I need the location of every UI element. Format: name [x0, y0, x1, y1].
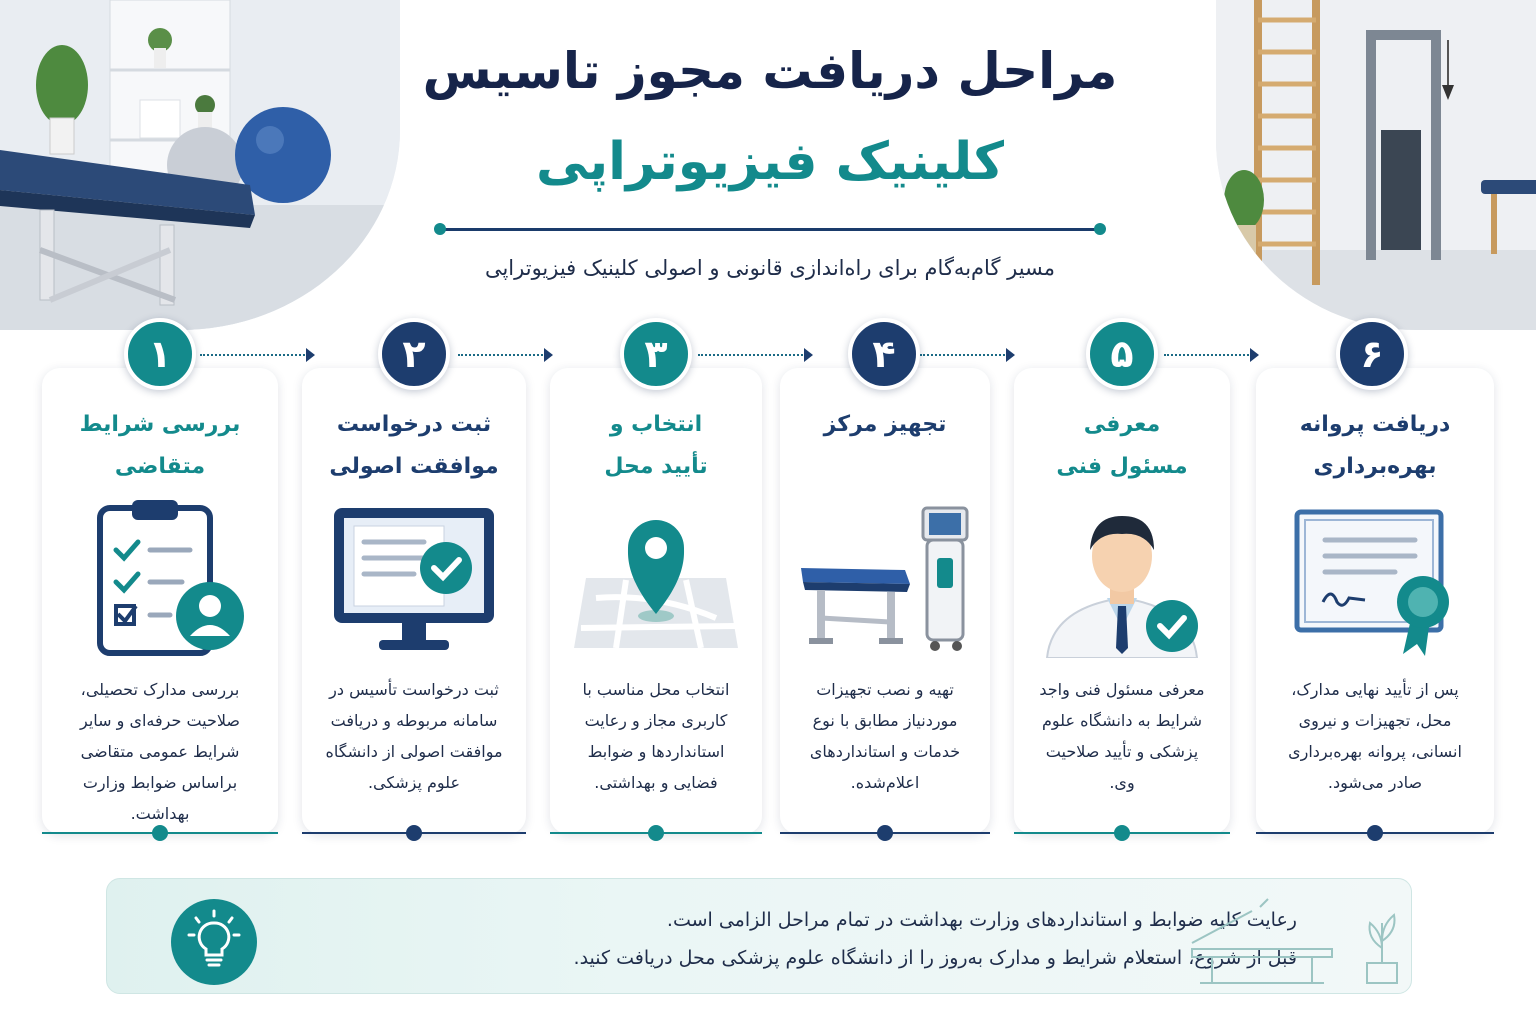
connector-4-5 [920, 354, 1008, 356]
arrow-2-3 [544, 348, 553, 362]
note-panel [106, 878, 1412, 994]
step-dot-1 [152, 825, 168, 841]
step-card-4 [780, 368, 990, 834]
connector-1-2 [200, 354, 308, 356]
step-badge-4: ۴ [848, 318, 920, 390]
step-dot-6 [1367, 825, 1383, 841]
step-card-2 [302, 368, 526, 834]
step-desc-5: معرفی مسئول فنی واجد شرایط به دانشگاه علوم پزشکی و تأیید صلاحیت وی. [1039, 680, 1205, 792]
step-title-2: ثبت درخواست موافقت اصولی [329, 412, 499, 479]
step-dot-3 [648, 825, 664, 841]
doctor-check-icon [1032, 498, 1212, 658]
step-dot-4 [877, 825, 893, 841]
map-location-pin-icon [566, 498, 746, 658]
clinic-photo-left [0, 0, 400, 330]
title-divider [440, 228, 1100, 231]
step-badge-3: ۳ [620, 318, 692, 390]
step-card-5 [1014, 368, 1230, 834]
connector-2-3 [458, 354, 546, 356]
step-badge-6: ۶ [1336, 318, 1408, 390]
step-badge-2: ۲ [378, 318, 450, 390]
bed-plant-line-art [1182, 893, 1412, 989]
arrow-4-5 [1006, 348, 1015, 362]
step-desc-6: پس از تأیید نهایی مدارک، محل، تجهیزات و نیروی انسانی، پروانه بهره‌برداری صادر می‌شود. [1288, 680, 1462, 792]
main-title-highlight: کلینیک فیزیوتراپی [535, 132, 1005, 192]
step-badge-5: ۵ [1086, 318, 1158, 390]
connector-5-6 [1164, 354, 1252, 356]
arrow-5-6 [1250, 348, 1259, 362]
step-desc-2: ثبت درخواست تأسیس در سامانه مربوطه و دریافت موافقت اصولی از دانشگاه علوم پزشکی. [325, 680, 503, 792]
clinic-photo-right [1216, 0, 1536, 330]
step-card-3 [550, 368, 762, 834]
clipboard-checklist-user-icon [70, 498, 250, 658]
step-card-6 [1256, 368, 1494, 834]
step-dot-5 [1114, 825, 1130, 841]
step-desc-3: انتخاب محل مناسب با کاربری مجاز و رعایت استانداردها و ضوابط فضایی و بهداشتی. [582, 680, 730, 792]
step-title-3: انتخاب و تأیید محل [604, 412, 708, 479]
step-card-1 [42, 368, 278, 834]
step-dot-2 [406, 825, 422, 841]
title-divider-dot-right [1094, 223, 1106, 235]
step-title-1: بررسی شرایط متقاضی [79, 412, 241, 479]
step-title-5: معرفی مسئول فنی [1056, 412, 1188, 479]
certificate-seal-icon [1285, 498, 1465, 658]
main-title: مراحل دریافت مجوز تاسیس [422, 42, 1118, 100]
connector-3-4 [698, 354, 806, 356]
note-text: رعایت کلیه ضوابط و استانداردهای وزارت بهداشت در تمام مراحل الزامی است. قبل از شروع، استعلام شرایط و مدارک به‌روز را از دانشگاه علوم پزشکی محل دریافت کنید. [573, 909, 1297, 969]
subtitle: مسیر گام‌به‌گام برای راه‌اندازی قانونی و اصولی کلینیک فیزیوتراپی [484, 256, 1056, 280]
treatment-bed-device-icon [795, 498, 975, 658]
title-divider-dot-left [434, 223, 446, 235]
step-title-4: تجهیز مرکز [823, 412, 947, 437]
arrow-1-2 [306, 348, 315, 362]
lightbulb-icon [171, 899, 257, 985]
arrow-3-4 [804, 348, 813, 362]
monitor-document-check-icon [324, 498, 504, 658]
step-desc-1: بررسی مدارک تحصیلی، صلاحیت حرفه‌ای و سایر شرایط عمومی متقاضی براساس ضوابط وزارت بهداشت. [79, 680, 241, 823]
step-badge-1: ۱ [124, 318, 196, 390]
step-desc-4: تهیه و نصب تجهیزات موردنیاز مطابق با نوع خدمات و استانداردهای اعلام‌شده. [809, 680, 961, 792]
step-title-6: دریافت پروانه بهره‌برداری [1299, 412, 1451, 479]
